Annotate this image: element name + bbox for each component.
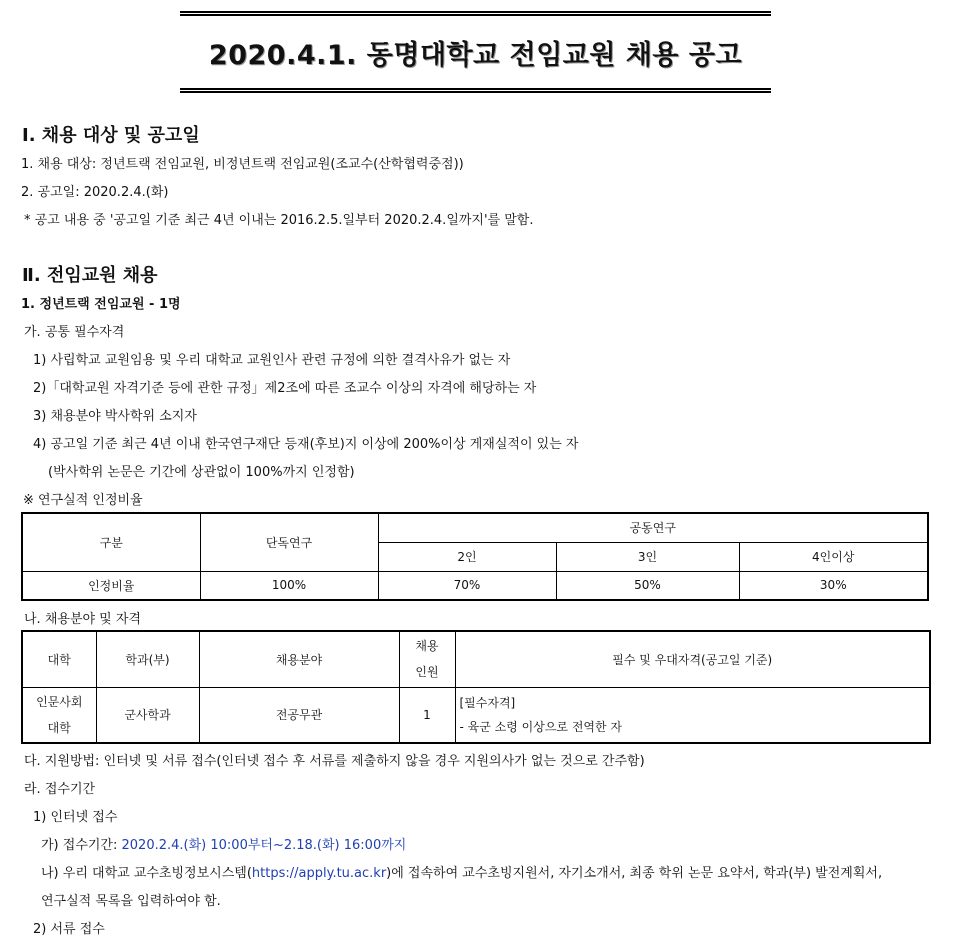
section1-line-2: 2. 공고일: 2020.2.4.(화) [21,185,169,200]
field-dept: 군사학과 [96,687,199,743]
req-4-note: (박사학위 논문은 기간에 상관없이 100%까지 인정함) [48,465,355,480]
section1-line-1: 1. 채용 대상: 정년트랙 전임교원, 비정년트랙 전임교원(조교수(산학협력중점)) [21,157,464,172]
common-req-heading: 가. 공통 필수자격 [24,325,125,340]
field-table [21,630,931,744]
field-college [22,687,96,743]
ratio-v-4: 30% [739,571,928,600]
section2-heading: Ⅱ. 전임교원 채용 [22,265,158,286]
system-link[interactable]: https://apply.tu.ac.kr [251,866,387,881]
field-field: 전공무관 [199,687,399,743]
ratio-v-single: 100% [200,571,378,600]
field-h-count-1: 채용 [415,639,439,654]
online-heading: 1) 인터넷 접수 [33,810,118,825]
req-3: 3) 채용분야 박사학위 소지자 [33,409,197,424]
field-heading: 나. 채용분야 및 자격 [24,612,141,627]
req-4: 4) 공고일 기준 최근 4년 이내 한국연구재단 등재(후보)지 이상에 200%이상 게재실적이 있는 자 [33,437,579,452]
period-heading: 라. 접수기간 [24,782,96,797]
system-line-cont: 연구실적 목록을 입력하여야 함. [41,894,221,909]
ratio-note: ※ 연구실적 인정비율 [23,493,143,508]
period-line [41,834,406,853]
section1-heading: Ⅰ. 채용 대상 및 공고일 [22,125,200,146]
field-h-count-2: 인원 [415,665,439,680]
field-req [455,687,930,743]
system-suffix: )에 접속하여 교수초빙지원서, 자기소개서, 최종 학위 논문 요약서, 학과(부) 발전계획서, [386,866,883,881]
ratio-h-category: 구분 [22,513,200,571]
ratio-table [21,512,929,601]
tenure-track-heading: 1. 정년트랙 전임교원 - 1명 [21,297,181,312]
section1-line-3: * 공고 내용 중 '공고일 기준 최근 4년 이내는 2016.2.5.일부터 2020.2.4.일까지'를 말함. [24,213,534,228]
field-count: 1 [399,687,455,743]
field-h-count [399,631,455,687]
page-title: 2020.4.1. 동명대학교 전임교원 채용 공고 [208,39,743,71]
ratio-h-joint: 공동연구 [378,513,928,542]
ratio-v-2: 70% [378,571,556,600]
system-line [41,862,882,881]
field-college-1: 인문사회 [36,694,83,709]
apply-method: 다. 지원방법: 인터넷 및 서류 접수(인터넷 접수 후 서류를 제출하지 않을 경우 지원의사가 없는 것으로 간주함) [24,754,645,769]
ratio-h-4: 4인이상 [739,542,928,571]
period-prefix: 가) 접수기간: [41,838,122,853]
field-req-2: - 육군 소령 이상으로 전역한 자 [459,719,623,734]
ratio-h-single: 단독연구 [200,513,378,571]
req-1: 1) 사립학교 교원임용 및 우리 대학교 교원인사 관련 규정에 의한 결격사유가 없는 자 [33,353,511,368]
field-h-req: 필수 및 우대자격(공고일 기준) [455,631,930,687]
field-h-college: 대학 [22,631,96,687]
ratio-v-3: 50% [556,571,739,600]
field-college-2: 대학 [47,720,71,735]
title-box [180,11,771,93]
ratio-h-3: 3인 [556,542,739,571]
period-value: 2020.2.4.(화) 10:00부터~2.18.(화) 16:00까지 [121,838,407,853]
docs-heading: 2) 서류 접수 [33,922,105,937]
field-h-field: 채용분야 [199,631,399,687]
system-prefix: 나) 우리 대학교 교수초빙정보시스템( [41,866,252,881]
field-h-dept: 학과(부) [96,631,199,687]
req-2: 2)「대학교원 자격기준 등에 관한 규정」제2조에 따른 조교수 이상의 자격에 해당하는 자 [33,381,537,396]
ratio-h-2: 2인 [378,542,556,571]
ratio-row-label: 인정비율 [22,571,200,600]
field-req-1: [필수자격] [459,695,516,710]
